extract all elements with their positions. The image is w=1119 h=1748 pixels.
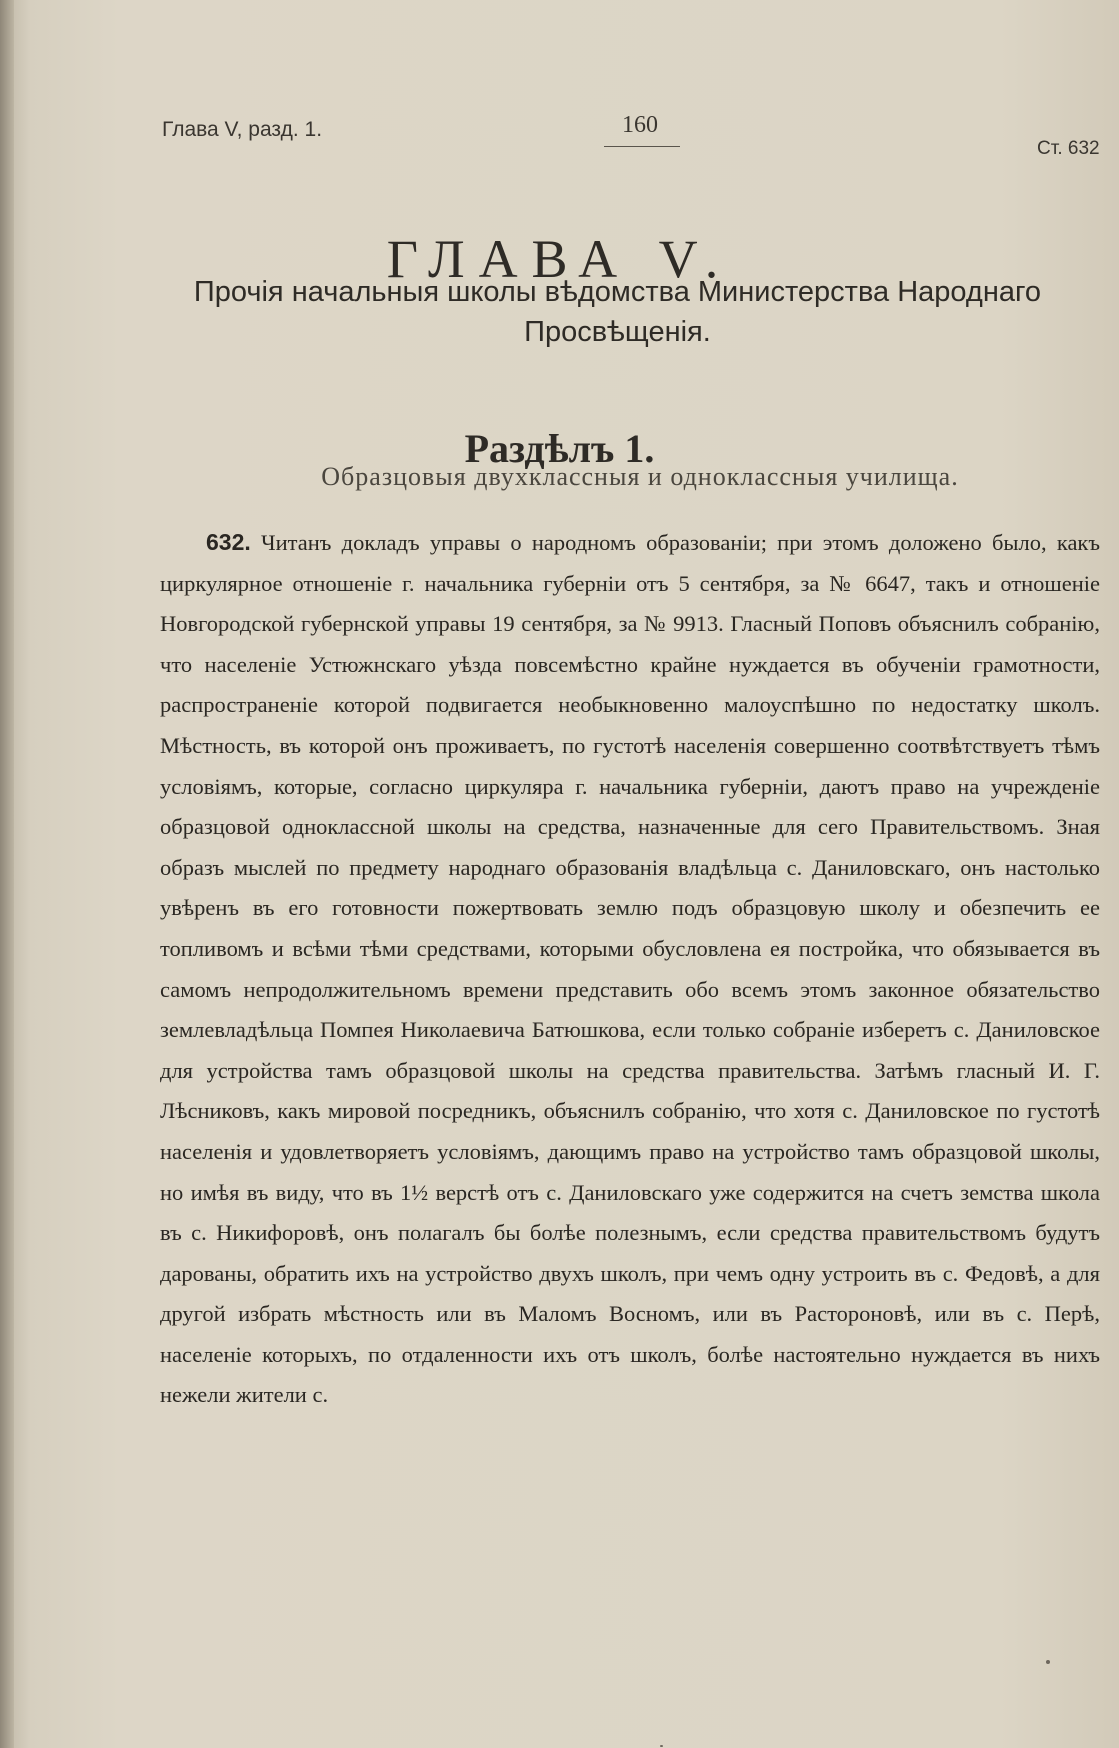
article-body bbox=[160, 522, 1100, 1416]
section-title: Раздѣлъ 1. bbox=[464, 426, 655, 472]
paper-speck bbox=[660, 1745, 663, 1747]
page-number-rule bbox=[604, 146, 680, 147]
chapter-subtitle: Прочія начальныя школы вѣдомства Министерства Народнаго Просвѣщенія. bbox=[193, 276, 1042, 348]
section-subtitle: Образцовыя двухклассныя и одноклассныя училища. bbox=[321, 462, 959, 491]
chapter-title: ГЛАВА V. bbox=[386, 229, 733, 290]
paper-speck bbox=[1046, 1660, 1050, 1664]
article-number: 632. bbox=[206, 529, 251, 555]
running-head-article: Ст. 632 bbox=[1037, 138, 1100, 159]
page-number: 160 bbox=[622, 112, 658, 138]
running-head-chapter: Глава V, разд. 1. bbox=[162, 118, 323, 141]
article-text: Читанъ докладъ управы о народномъ образованіи; при этомъ доложено было, какъ циркулярное отношеніе г. начальника губерніи отъ 5 сентября, за № 6647, такъ и отношеніе Новгородской губернской управы 19 сентября, за № 9913. Гласный Поповъ объяснилъ собранію, что населеніе Устюжнскаго уѣзда повсемѣстно крайне нуждается въ обученіи грамотности, распространеніе которой подвигается необыкновенно малоуспѣшно по недостатку школъ. Мѣстность, въ которой онъ проживаетъ, по густотѣ населенія совершенно соотвѣтствуетъ тѣмъ условіямъ, которые, согласно циркуляра г. начальника губерніи, даютъ право на учрежденіе образцовой одноклассной школы на средства, назначенные для сего Правительствомъ. Зная образъ мыслей по предмету народнаго образованія владѣльца с. Даниловскаго, онъ настолько увѣренъ въ его готовности пожертвовать землю подъ образцовую школу и обезпечить ее топливомъ и всѣми тѣми средствами, которыми обусловлена ея постройка, что обязывается въ самомъ непродолжительномъ времени представить обо всемъ этомъ законное обязательство землевладѣльца Помпея Николаевича Батюшкова, если только собраніе изберетъ с. Даниловское для устройства тамъ образцовой школы на средства правительства. Затѣмъ гласный И. Г. Лѣсниковъ, какъ мировой посредникъ, объяснилъ собранію, что хотя с. Даниловское по густотѣ населенія и удовлетворяетъ условіямъ, дающимъ право на устройство тамъ образцовой школы, но имѣя въ виду, что въ 1½ верстѣ отъ с. Даниловскаго уже содержится на счетъ земства школа въ с. Никифоровѣ, онъ полагалъ бы болѣе полезнымъ, если средства правительствомъ будутъ дарованы, обратить ихъ на устройство двухъ школъ, при чемъ одну устроить въ с. Федовѣ, а для другой избрать мѣстность или въ Маломъ Восномъ, или въ Растороновѣ, или въ с. Перѣ, населеніе которыхъ, по отдаленности ихъ отъ школъ, болѣе настоятельно нуждается въ нихъ нежели жители с. bbox=[160, 530, 1100, 1408]
running-head bbox=[162, 112, 1119, 162]
article-paragraph bbox=[160, 522, 1100, 1416]
